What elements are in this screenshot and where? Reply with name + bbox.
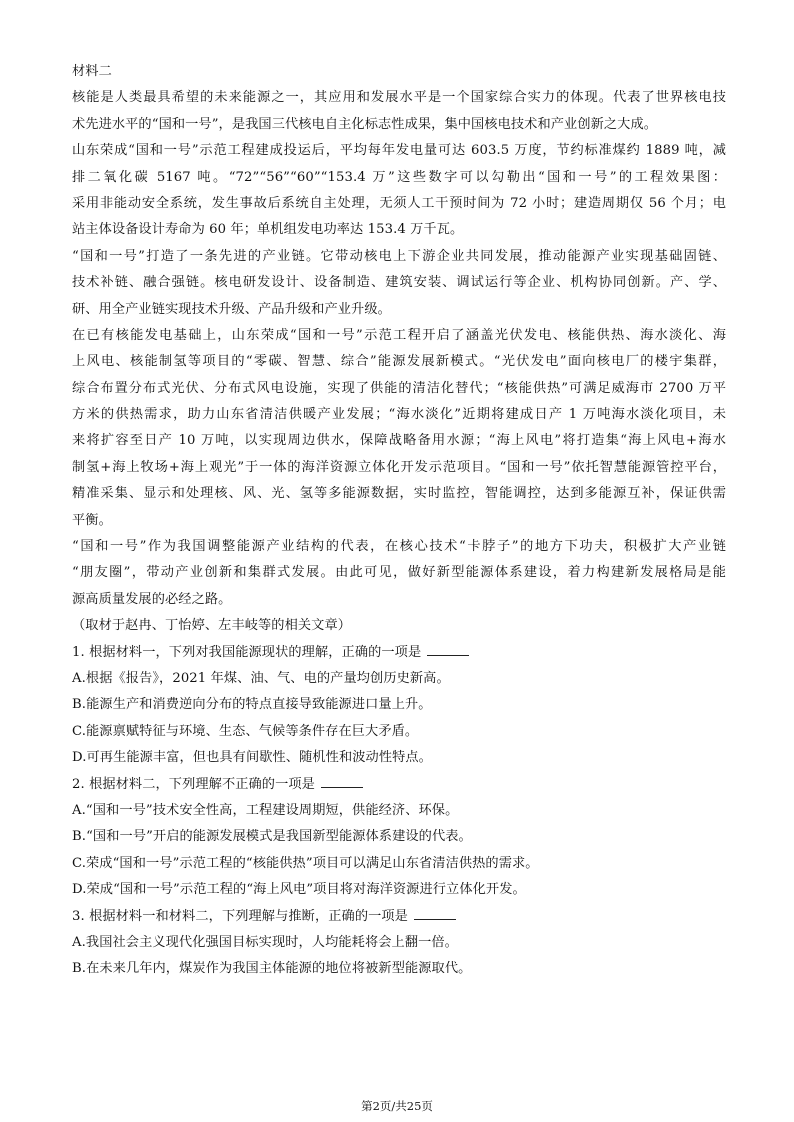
- question-stem-text: 3. 根据材料一和材料二，下列理解与推断，正确的一项是: [72, 908, 408, 924]
- question-option: B.能源生产和消费逆向分布的特点直接导致能源进口量上升。: [72, 697, 432, 713]
- material-heading: 材料二: [72, 64, 112, 79]
- question-option: A.根据《报告》，2021 年煤、油、气、电的产量均创历史新高。: [72, 670, 450, 686]
- question-option: A.我国社会主义现代化强国目标实现时，人均能耗将会上翻一倍。: [72, 934, 458, 950]
- question-stem-text: 1. 根据材料一，下列对我国能源现状的理解，正确的一项是: [72, 644, 422, 660]
- paragraph-line: “国和一号”打造了一条先进的产业链。它带动核电上下游企业共同发展，推动能源产业实现基础固链、: [72, 248, 726, 264]
- question-option: C.荣成“国和一号”示范工程的“核能供热”项目可以满足山东省清洁供热的需求。: [72, 855, 539, 871]
- question-option: A.“国和一号”技术安全性高，工程建设周期短，供能经济、环保。: [72, 802, 459, 818]
- paragraph-line: 制氢+海上牧场+海上观光”于一体的海洋资源立体化开发示范项目。“国和一号”依托智慧能源管控平台，: [72, 459, 726, 475]
- paragraph-line: 上风电、核能制氢等项目的“零碳、智慧、综合”能源发展新模式。“光伏发电”面向核电厂的楼宇集群，: [72, 354, 726, 370]
- paragraph-line: 研、用全产业链实现技术升级、产品升级和产业升级。: [72, 301, 391, 317]
- answer-blank: [321, 773, 363, 788]
- paragraph-line: 山东荣成“国和一号”示范工程建成投运后，平均每年发电量可达 603.5 万度，节约标准煤约 1889 吨，减: [72, 143, 726, 159]
- question-option: C.能源禀赋特征与环境、生态、气候等条件存在巨大矛盾。: [72, 723, 419, 739]
- paragraph-line: 精准采集、显示和处理核、风、光、氢等多能源数据，实时监控，智能调控，达到多能源互补，保证供需: [72, 486, 726, 502]
- page-footer: 第2页/共25页: [361, 1099, 433, 1113]
- question-option: D.荣成“国和一号”示范工程的“海上风电”项目将对海洋资源进行立体化开发。: [72, 882, 526, 898]
- document-page: [72, 59, 726, 983]
- paragraph-line: 方米的供热需求，助力山东省清洁供暖产业发展；“海水淡化”近期将建成日产 1 万吨海水淡化项目，未: [72, 407, 726, 423]
- answer-blank: [427, 641, 469, 656]
- question-stem-text: 2. 根据材料二，下列理解不正确的一项是: [72, 776, 315, 792]
- question-stem: [72, 772, 726, 798]
- paragraph-line: 排二氧化碳 5167 吨。“72”“56”“60”“153.4 万”这些数字可以勾勒出“国和一号”的工程效果图：: [72, 169, 726, 185]
- question-option: D.可再生能源丰富，但也具有间歇性、随机性和波动性特点。: [72, 750, 432, 766]
- question-list: [72, 640, 726, 983]
- question-stem: [72, 640, 726, 666]
- paragraph-line: 技术补链、融合强链。核电研发设计、设备制造、建筑安装、调试运行等企业、机构协同创新。产、学、: [72, 275, 726, 291]
- question-option: B.在未来几年内，煤炭作为我国主体能源的地位将被新型能源取代。: [72, 961, 472, 977]
- question-stem: [72, 904, 726, 930]
- paragraph-line: 采用非能动安全系统，发生事故后系统自主处理，无须人工干预时间为 72 小时；建造周期仅 56 个月；电: [72, 195, 726, 211]
- paragraph-line: 源高质量发展的必经之路。: [72, 591, 232, 607]
- paragraph-line: 平衡。: [72, 512, 112, 528]
- paragraph-line: “朋友圈”，带动产业创新和集群式发展。由此可见，做好新型能源体系建设，着力构建新发展格局是能: [72, 565, 726, 581]
- paragraph-line: “国和一号”作为我国调整能源产业结构的代表，在核心技术“卡脖子”的地方下功夫，积极扩大产业链: [72, 539, 726, 555]
- paragraph-line: （取材于赵冉、丁怡婷、左丰岐等的相关文章）: [72, 618, 352, 634]
- paragraph-line: 来将扩容至日产 10 万吨，以实现周边供水，保障战略备用水源；“海上风电”将打造集“海上风电+海水: [72, 433, 726, 449]
- paragraph-line: 术先进水平的“国和一号”，是我国三代核电自主化标志性成果，集中国核电技术和产业创新之大成。: [72, 116, 658, 132]
- answer-blank: [414, 905, 456, 920]
- material-body: [72, 85, 726, 639]
- paragraph-line: 在已有核能发电基础上，山东荣成“国和一号”示范工程开启了涵盖光伏发电、核能供热、海水淡化、海: [72, 327, 726, 343]
- paragraph-line: 核能是人类最具希望的未来能源之一，其应用和发展水平是一个国家综合实力的体现。代表了世界核电技: [72, 90, 726, 106]
- paragraph-line: 综合布置分布式光伏、分布式风电设施，实现了供能的清洁化替代；“核能供热”可满足威海市 2700 万平: [72, 380, 726, 396]
- question-option: B.“国和一号”开启的能源发展模式是我国新型能源体系建设的代表。: [72, 829, 472, 845]
- paragraph-line: 站主体设备设计寿命为 60 年；单机组发电功率达 153.4 万千瓦。: [72, 222, 464, 238]
